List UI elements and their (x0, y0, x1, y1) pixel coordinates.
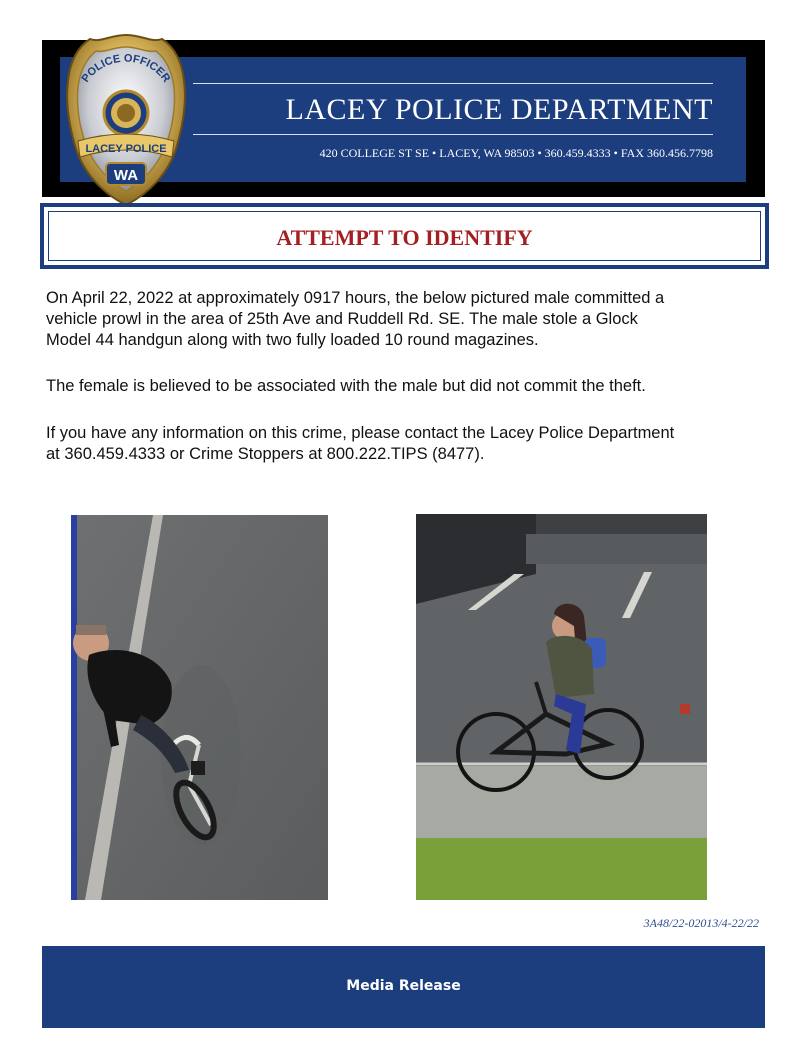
police-badge-icon (64, 33, 188, 207)
badge-middle-text: LACEY POLICE (85, 143, 167, 155)
notice-title: ATTEMPT TO IDENTIFY (276, 225, 533, 250)
paragraph-incident (46, 288, 766, 351)
header-rule-bottom (193, 134, 713, 135)
paragraph-incident-line-3: Model 44 handgun along with two fully loaded 10 round magazines. (46, 331, 539, 349)
paragraph-incident-line-2: vehicle prowl in the area of 25th Ave and Ruddell Rd. SE. The male stole a Glock (46, 310, 638, 328)
header-rule-top (193, 83, 713, 84)
paragraph-female: The female is believed to be associated with the male but did not commit the theft. (46, 377, 646, 395)
department-address: 420 COLLEGE ST SE • LACEY, WA 98503 • 360.459.4333 • FAX 360.456.7798 (319, 146, 713, 160)
media-release-label: Media Release (346, 978, 461, 994)
paragraph-incident-line-1: On April 22, 2022 at approximately 0917 hours, the below pictured male committed a (46, 289, 665, 307)
paragraph-contact-line-1: If you have any information on this crime, please contact the Lacey Police Department (46, 424, 675, 442)
paragraph-contact-line-2: at 360.459.4333 or Crime Stoppers at 800.222.TIPS (8477). (46, 445, 485, 463)
case-number: 3A48/22-02013/4-22/22 (643, 916, 759, 930)
department-name: LACEY POLICE DEPARTMENT (285, 93, 713, 126)
badge-top-text: POLICE OFFICER (79, 52, 173, 85)
notice-box (40, 203, 769, 269)
badge-bottom-text: WA (113, 167, 139, 184)
female-associate-photo (416, 514, 707, 900)
male-suspect-photo (71, 515, 328, 900)
paragraph-contact (46, 423, 766, 465)
footer-banner (42, 946, 765, 1028)
